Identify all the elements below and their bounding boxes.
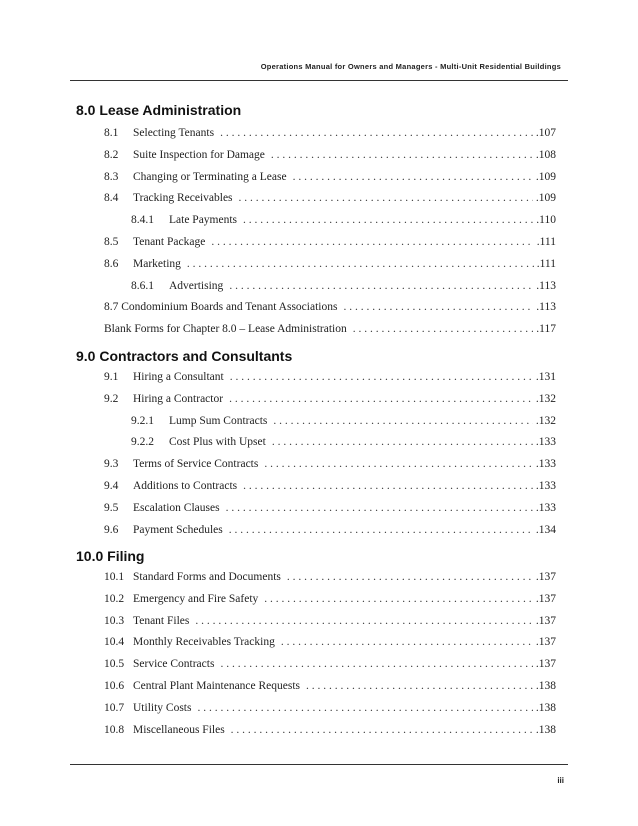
section-title: 9.0 Contractors and Consultants [76, 348, 293, 364]
toc-entry-title: Changing or Terminating a Lease [133, 170, 287, 183]
toc-entry-page: .138 [535, 680, 556, 692]
toc-entry[interactable] [104, 170, 556, 184]
section-title: 10.0 Filing [76, 548, 145, 564]
toc-entry-number: 9.1 [104, 371, 119, 383]
toc-entry[interactable] [104, 657, 556, 671]
toc-entry-title: Advertising [169, 279, 224, 292]
toc-entry-number: 10.3 [104, 614, 125, 627]
toc-entry[interactable] [104, 300, 556, 314]
dot-leader [264, 457, 533, 471]
toc-entry[interactable] [104, 322, 556, 336]
dot-leader [239, 191, 533, 205]
toc-entry-number: 9.3 [104, 458, 119, 471]
dot-leader [220, 126, 533, 140]
toc-entry-title: Selecting Tenants [133, 127, 215, 139]
toc-entry-number: 8.6.1 [131, 279, 154, 292]
toc-entry-title: Blank Forms for Chapter 8.0 – Lease Administration [104, 323, 347, 336]
dot-leader [187, 257, 534, 271]
dot-leader [306, 679, 533, 693]
toc-entry-number: 9.2.1 [131, 414, 154, 427]
toc-entry-title: Marketing [133, 257, 181, 270]
toc-entry-page: .131 [535, 371, 556, 383]
toc-entry-page: .113 [536, 279, 556, 292]
toc-entry-page: .138 [535, 723, 556, 736]
toc-entry-page: .133 [535, 436, 556, 449]
toc-entry[interactable] [104, 592, 556, 606]
toc-entry-title: Tenant Files [133, 614, 190, 627]
toc-entry-title: Hiring a Contractor [133, 392, 224, 405]
toc-entry-page: .109 [535, 170, 556, 183]
toc-entry-title: Standard Forms and Documents [133, 571, 281, 583]
toc-entry-number: 10.1 [104, 571, 125, 583]
dot-leader [243, 213, 533, 227]
dot-leader [220, 657, 532, 671]
toc-entry-number: 10.2 [104, 592, 125, 605]
footer-rule [70, 764, 568, 765]
toc-entry-title: Suite Inspection for Damage [133, 148, 265, 161]
toc-entry[interactable] [104, 191, 556, 205]
dot-leader [231, 723, 533, 737]
toc-entry[interactable] [131, 213, 556, 227]
toc-entry[interactable] [131, 414, 556, 428]
toc-entry-number: 8.2 [104, 148, 119, 161]
toc-entry-page: .137 [535, 658, 556, 671]
toc-entry-number: 9.2 [104, 392, 119, 405]
toc-entry-page: .132 [535, 392, 556, 405]
toc-entry-title: Additions to Contracts [133, 480, 238, 492]
toc-entry-number: 10.4 [104, 636, 125, 649]
dot-leader [293, 170, 533, 184]
toc-entry-page: .137 [535, 571, 556, 583]
toc-entry-page: .133 [535, 501, 556, 514]
toc-entry[interactable] [131, 279, 556, 293]
toc-entry[interactable] [104, 570, 556, 584]
toc-entry-title: 8.7 Condominium Boards and Tenant Associations [104, 301, 338, 314]
toc-entry[interactable] [104, 235, 556, 249]
toc-entry-title: Terms of Service Contracts [133, 458, 259, 471]
toc-entry-title: Late Payments [169, 214, 238, 227]
dot-leader [287, 570, 533, 584]
dot-leader [230, 370, 533, 384]
toc-entry-page: .107 [535, 127, 556, 139]
dot-leader [195, 614, 533, 628]
dot-leader [271, 148, 533, 162]
toc-entry-title: Escalation Clauses [133, 501, 220, 514]
toc-entry-number: 9.4 [104, 480, 119, 492]
toc-entry[interactable] [104, 523, 556, 537]
toc-entry[interactable] [104, 635, 556, 649]
toc-entry-number: 8.4.1 [131, 214, 154, 227]
toc-entry-number: 8.3 [104, 170, 119, 183]
toc-entry-title: Emergency and Fire Safety [133, 592, 259, 605]
toc-entry[interactable] [104, 479, 556, 493]
toc-entry-page: .132 [535, 414, 556, 427]
toc-entry-title: Miscellaneous Files [133, 723, 225, 736]
toc-entry-page: .111 [536, 236, 556, 248]
toc-entry[interactable] [104, 257, 556, 271]
toc-entry-number: 8.6 [104, 257, 119, 270]
toc-entry[interactable] [131, 435, 556, 449]
toc-entry[interactable] [104, 501, 556, 515]
toc-entry-title: Payment Schedules [133, 523, 223, 536]
toc-entry-title: Tracking Receivables [133, 192, 233, 205]
toc-entry-number: 10.8 [104, 723, 125, 736]
running-header: Operations Manual for Owners and Managers - Multi-Unit Residential Buildings [260, 62, 561, 71]
dot-leader [229, 279, 533, 293]
toc-entry[interactable] [104, 701, 556, 715]
toc-entry[interactable] [104, 614, 556, 628]
toc-entry[interactable] [104, 370, 556, 384]
toc-entry[interactable] [104, 457, 556, 471]
toc-entry-number: 8.4 [104, 192, 119, 205]
toc-entry-page: .111 [536, 257, 556, 270]
dot-leader [264, 592, 533, 606]
toc-entry-page: .137 [535, 592, 556, 605]
header-rule [70, 80, 568, 81]
toc-entry-page: .133 [535, 458, 556, 471]
toc-entry-page: .110 [536, 214, 556, 227]
page-number: iii [557, 776, 564, 785]
toc-entry-page: .134 [535, 523, 556, 536]
dot-leader [343, 300, 533, 314]
toc-entry-title: Central Plant Maintenance Requests [133, 680, 301, 692]
toc-entry-title: Cost Plus with Upset [169, 436, 266, 449]
dot-leader [353, 322, 534, 336]
toc-entry-page: .137 [535, 636, 556, 649]
toc-entry-number: 9.6 [104, 523, 119, 536]
toc-entry-page: .133 [535, 480, 556, 492]
toc-entry[interactable] [104, 679, 556, 693]
dot-leader [243, 479, 533, 493]
dot-leader [229, 523, 533, 537]
dot-leader [226, 501, 533, 515]
dot-leader [272, 435, 533, 449]
toc-entry[interactable] [104, 723, 556, 737]
section-title: 8.0 Lease Administration [76, 102, 242, 118]
toc-entry-page: .137 [535, 614, 556, 627]
toc-entry-title: Tenant Package [133, 236, 206, 248]
toc-entry-number: 9.2.2 [131, 436, 154, 449]
dot-leader [197, 701, 532, 715]
toc-entry-number: 10.7 [104, 701, 125, 714]
toc-entry[interactable] [104, 392, 556, 406]
toc-entry-title: Service Contracts [133, 658, 215, 671]
toc-entry-page: .113 [536, 301, 556, 314]
toc-entry-number: 9.5 [104, 501, 119, 514]
toc-entry-number: 8.5 [104, 236, 119, 248]
toc-entry-page: .109 [535, 192, 556, 205]
toc-entry[interactable] [104, 148, 556, 162]
toc-entry-title: Utility Costs [133, 701, 192, 714]
dot-leader [273, 414, 532, 428]
dot-leader [211, 235, 533, 249]
toc-entry-title: Lump Sum Contracts [169, 414, 268, 427]
toc-entry[interactable] [104, 126, 556, 140]
toc-entry-title: Monthly Receivables Tracking [133, 636, 275, 649]
toc-entry-number: 10.5 [104, 658, 125, 671]
toc-entry-title: Hiring a Consultant [133, 371, 224, 383]
toc-entry-number: 10.6 [104, 680, 125, 692]
toc-entry-page: .117 [536, 323, 556, 336]
dot-leader [281, 635, 533, 649]
toc-entry-page: .108 [535, 148, 556, 161]
dot-leader [229, 392, 533, 406]
toc-entry-page: .138 [535, 701, 556, 714]
toc-entry-number: 8.1 [104, 127, 119, 139]
